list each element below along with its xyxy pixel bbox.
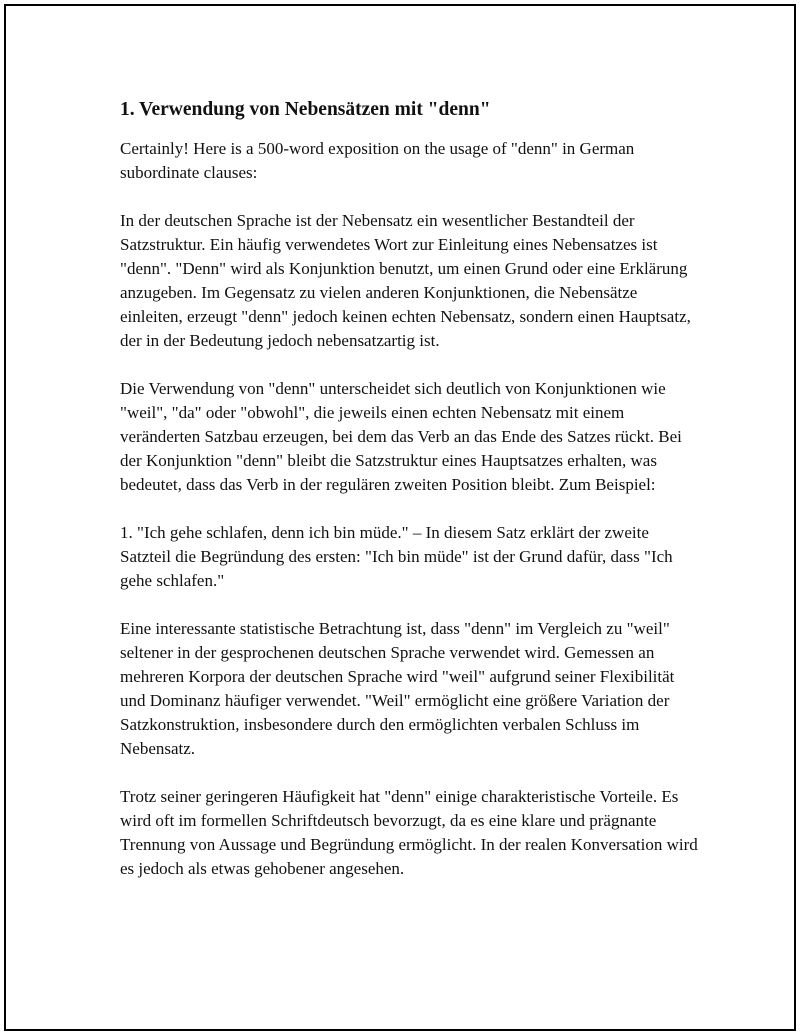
paragraph-nebensatz: In der deutschen Sprache ist der Nebensatz ein wesentlicher Bestandteil der Satzstruktur. Ein häufig verwendetes Wort zur Einleitung eines Nebensatzes ist "denn". "Denn" wird als Konjunktion benutzt, um einen Grund oder eine Erklärung anzugeben. Im Gegensatz zu vielen anderen Konjunktionen, die Nebensätze einleiten, erzeugt "denn" jedoch keinen echten Nebensatz, sondern einen Hauptsatz, der in der Bedeutung jedoch nebensatzartig ist. bbox=[120, 211, 691, 350]
intro-paragraph: Certainly! Here is a 500-word exposition on the usage of "denn" in German subordinate clauses: bbox=[120, 139, 635, 182]
document-body bbox=[120, 94, 700, 905]
paragraph-vorteile: Trotz seiner geringeren Häufigkeit hat "denn" einige charakteristische Vorteile. Es wird oft im formellen Schriftdeutsch bevorzugt, da es eine klare und prägnante Trennung von Aussage und Begründung ermöglicht. In der realen Konversation wird es jedoch als etwas gehobener angesehen. bbox=[120, 787, 698, 878]
paragraph-beispiel: 1. "Ich gehe schlafen, denn ich bin müde." – In diesem Satz erklärt der zweite Satzteil die Begründung des ersten: "Ich bin müde" ist der Grund dafür, dass "Ich gehe schlafen." bbox=[120, 523, 673, 590]
paragraph-statistik: Eine interessante statistische Betrachtung ist, dass "denn" im Vergleich zu "weil" seltener in der gesprochenen deutschen Sprache verwendet wird. Gemessen an mehreren Korpora der deutschen Sprache wird "weil" aufgrund seiner Flexibilität und Dominanz häufiger verwendet. "Weil" ermöglicht eine größere Variation der Satzkonstruktion, insbesondere durch den ermöglichten verbalen Schluss im Nebensatz. bbox=[120, 619, 675, 758]
page-frame bbox=[4, 4, 796, 1031]
section-heading: 1. Verwendung von Nebensätzen mit "denn" bbox=[120, 99, 491, 120]
paragraph-konjunktionen: Die Verwendung von "denn" unterscheidet sich deutlich von Konjunktionen wie "weil", "da" oder "obwohl", die jeweils einen echten Nebensatz mit einem veränderten Satzbau erzeugen, bei dem das Verb an das Ende des Satzes rückt. Bei der Konjunktion "denn" bleibt die Satzstruktur eines Hauptsatzes erhalten, was bedeutet, dass das Verb in der regulären zweiten Position bleibt. Zum Beispiel: bbox=[120, 379, 682, 494]
